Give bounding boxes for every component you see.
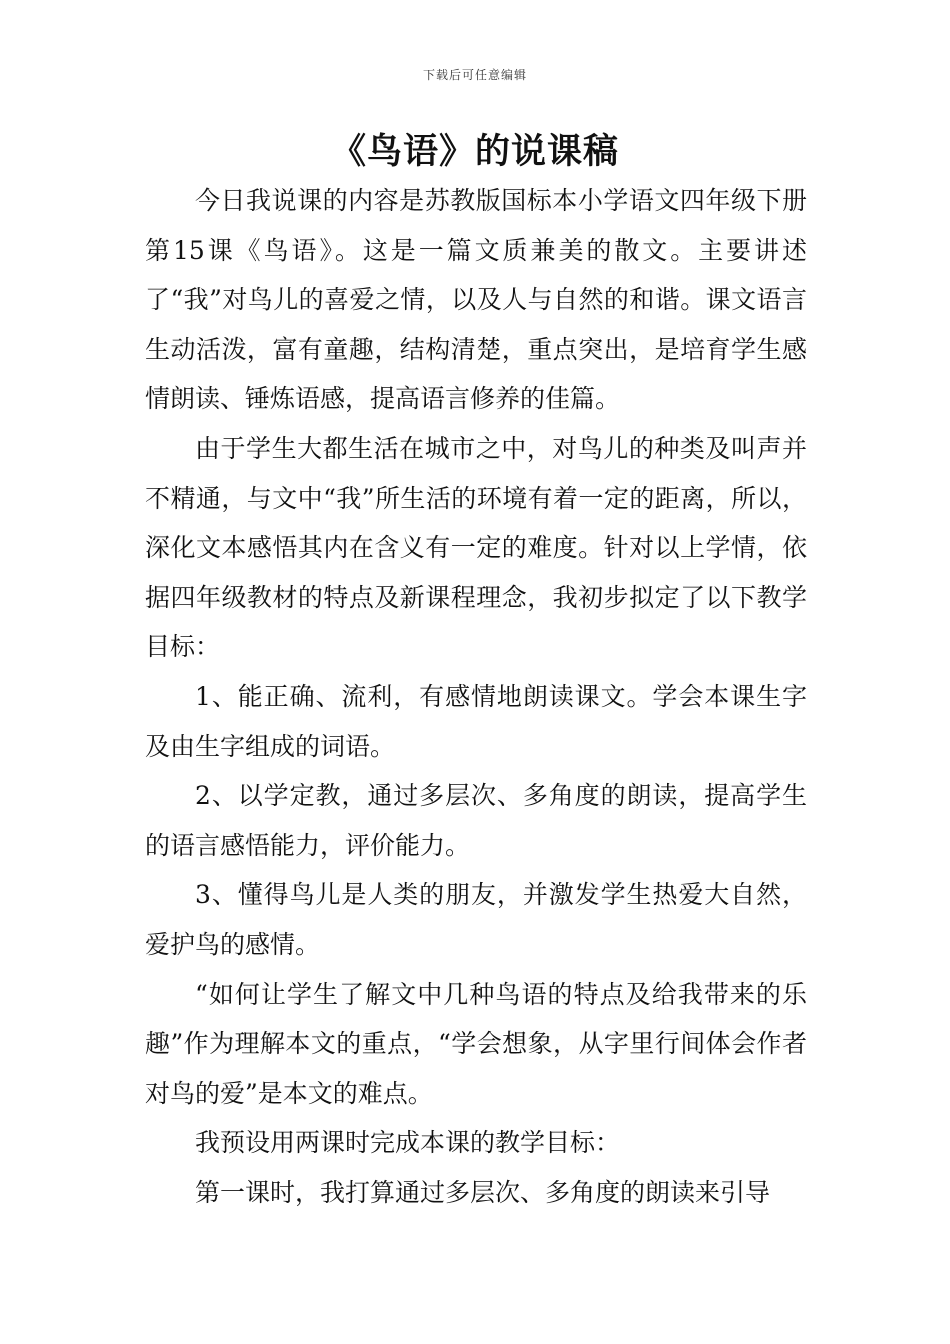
- paragraph-intro: 今日我说课的内容是苏教版国标本小学语文四年级下册第15课《鸟语》。这是一篇文质兼美的散文。主要讲述了“我”对鸟儿的喜爱之情，以及人与自然的和谐。课文语言生动活泼，富有童趣，结构清楚，重点突出，是培育学生感情朗读、锤炼语感，提高语言修养的佳篇。: [145, 186, 807, 414]
- header-note: 下载后可任意编辑: [422, 68, 527, 82]
- paragraph-objective-3: 3、懂得鸟儿是人类的朋友，并激发学生热爱大自然，爱护鸟的感情。: [145, 880, 807, 959]
- paragraph-schedule: 我预设用两课时完成本课的教学目标：: [195, 1128, 621, 1158]
- document-body: [145, 176, 807, 1217]
- document-title: 《鸟语》的说课稿: [330, 131, 619, 172]
- paragraph-first-lesson: 第一课时，我打算通过多层次、多角度的朗读来引导: [195, 1177, 771, 1207]
- paragraph-objective-2: 2、以学定教，通过多层次、多角度的朗读，提高学生的语言感悟能力，评价能力。: [145, 781, 807, 860]
- paragraph-key-points: “如何让学生了解文中几种鸟语的特点及给我带来的乐趣”作为理解本文的重点，“学会想象，从字里行间体会作者对鸟的爱”是本文的难点。: [145, 979, 807, 1108]
- paragraph-objective-1: 1、能正确、流利，有感情地朗读课文。学会本课生字及由生字组成的词语。: [145, 681, 807, 761]
- paragraph-learner-analysis: 由于学生大都生活在城市之中，对鸟儿的种类及叫声并不精通，与文中“我”所生活的环境有着一定的距离，所以，深化文本感悟其内在含义有一定的难度。针对以上学情，依据四年级教材的特点及新课程理念，我初步拟定了以下教学目标：: [145, 433, 807, 662]
